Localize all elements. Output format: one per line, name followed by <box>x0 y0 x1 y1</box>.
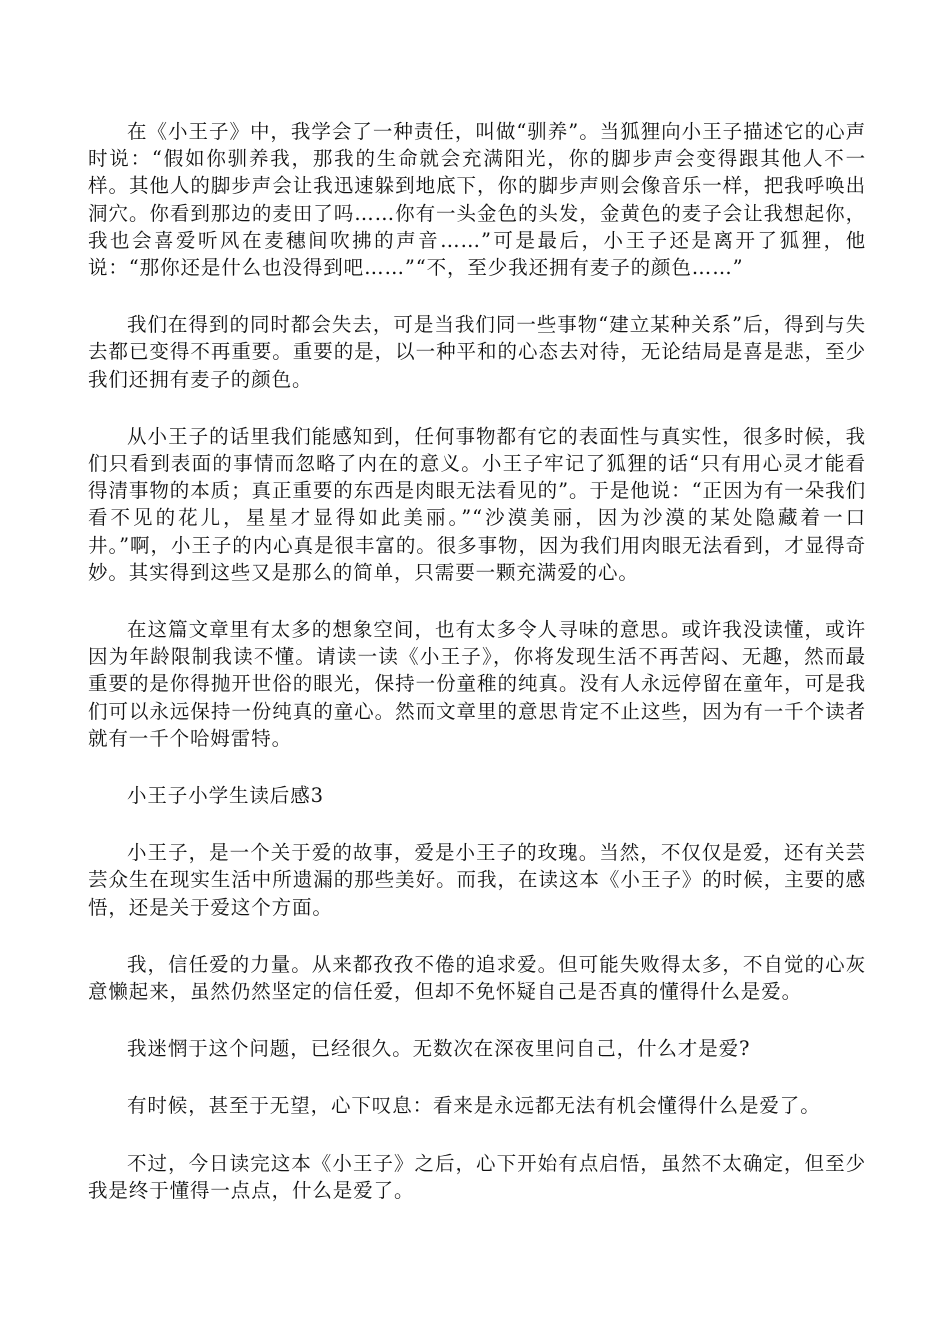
section-paragraph-3: 我迷惘于这个问题，已经很久。无数次在深夜里问自己，什么才是爱? <box>127 1037 751 1061</box>
section-paragraph-1: 小王子，是一个关于爱的故事，爱是小王子的玫瑰。当然，不仅仅是爱，还有关芸芸众生在现实生活中所遗漏的那些美好。而我，在读这本《小王子》的时候，主要的感悟，还是关于爱这个方面。 <box>88 841 866 919</box>
paragraph-2: 我们在得到的同时都会失去，可是当我们同一些事物“建立某种关系”后，得到与失去都已变得不再重要。重要的是，以一种平和的心态去对待，无论结局是喜是悲，至少我们还拥有麦子的颜色。 <box>88 313 866 391</box>
paragraph-1: 在《小王子》中，我学会了一种责任，叫做“驯养”。当狐狸向小王子描述它的心声时说：“假如你驯养我，那我的生命就会充满阳光，你的脚步声会变得跟其他人不一样。其他人的脚步声会让我迅速躲到地底下，你的脚步声则会像音乐一样，把我呼唤出洞穴。你看到那边的麦田了吗……你有一头金色的头发，金黄色的麦子会让我想起你，我也会喜爱听风在麦穗间吹拂的声音……”可是最后，小王子还是离开了狐狸，他说：“那你还是什么也没得到吧……”“不，至少我还拥有麦子的颜色……” <box>88 120 866 280</box>
document-page <box>88 118 866 1234</box>
section-heading: 小王子小学生读后感3 <box>127 784 324 808</box>
section-paragraph-5: 不过，今日读完这本《小王子》之后，心下开始有点启悟，虽然不太确定，但至少我是终于懂得一点点，什么是爱了。 <box>88 1151 866 1202</box>
paragraph-4: 在这篇文章里有太多的想象空间，也有太多令人寻味的意思。或许我没读懂，或许因为年龄限制我读不懂。请读一读《小王子》，你将发现生活不再苦闷、无趣，然而最重要的是你得抛开世俗的眼光，保持一份童稚的纯真。没有人永远停留在童年，可是我们可以永远保持一份纯真的童心。然而文章里的意思肯定不止这些，因为有一千个读者就有一千个哈姆雷特。 <box>88 618 866 750</box>
section-paragraph-4: 有时候，甚至于无望，心下叹息：看来是永远都无法有机会懂得什么是爱了。 <box>127 1094 821 1118</box>
section-paragraph-2: 我，信任爱的力量。从来都孜孜不倦的追求爱。但可能失败得太多，不自觉的心灰意懒起来，虽然仍然坚定的信任爱，但却不免怀疑自己是否真的懂得什么是爱。 <box>88 952 866 1004</box>
paragraph-3: 从小王子的话里我们能感知到，任何事物都有它的表面性与真实性，很多时候，我们只看到表面的事情而忽略了内在的意义。小王子牢记了狐狸的话“只有用心灵才能看得清事物的本质；真正重要的东西是肉眼无法看见的”。于是他说：“正因为有一朵我们看不见的花儿，星星才显得如此美丽。”“沙漠美丽，因为沙漠的某处隐藏着一口井。”啊，小王子的内心真是很丰富的。很多事物，因为我们用肉眼无法看到，才显得奇妙。其实得到这些又是那么的简单，只需要一颗充满爱的心。 <box>88 424 866 584</box>
